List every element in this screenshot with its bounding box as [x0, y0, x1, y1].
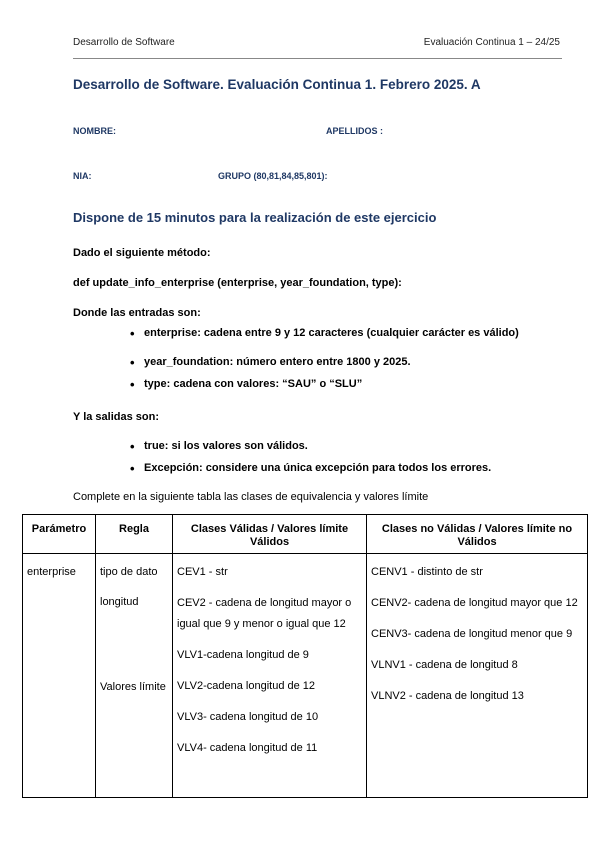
invalid-class-cenv2: CENV2- cadena de longitud mayor que 12	[371, 597, 578, 609]
valid-class-cev1: CEV1 - str	[177, 566, 228, 578]
invalid-class-cenv3: CENV3- cadena de longitud menor que 9	[371, 628, 573, 640]
rule-valores-limite: Valores límite	[100, 681, 166, 693]
header-clases-no-validas: Clases no Válidas / Valores límite no Válidos	[367, 515, 588, 554]
valid-limit-vlv1: VLV1-cadena longitud de 9	[177, 649, 309, 661]
time-instruction: Dispone de 15 minutos para la realización de este ejercicio	[73, 210, 437, 225]
output-item-exception: • Excepción: considere una única excepción para todos los errores.	[130, 462, 491, 474]
header-parametro: Parámetro	[23, 515, 96, 554]
output-item-true: • true: si los valores son válidos.	[130, 440, 491, 462]
valid-limit-vlv4: VLV4- cadena longitud de 11	[177, 742, 318, 754]
table-caption: Complete en la siguiente tabla las clases de equivalencia y valores límite	[73, 491, 429, 503]
inputs-intro: Donde las entradas son:	[73, 307, 201, 319]
outputs-intro: Y la salidas son:	[73, 411, 160, 423]
parameter-name: enterprise	[27, 566, 76, 578]
input-item-year-foundation: • year_foundation: número entero entre 1800 y 2025.	[130, 356, 519, 378]
input-item-enterprise: • enterprise: cadena entre 9 y 12 caracteres (cualquier carácter es válido)	[130, 327, 519, 356]
rule-longitud: longitud	[100, 596, 139, 608]
method-signature: def update_info_enterprise (enterprise, year_foundation, type):	[73, 277, 402, 289]
table-header-row	[23, 515, 588, 554]
equivalence-classes-table	[22, 514, 588, 798]
input-item-type: • type: cadena con valores: “SAU” o “SLU”	[130, 378, 519, 390]
page-header-right: Evaluación Continua 1 – 24/25	[423, 37, 560, 48]
valid-classes-cell	[173, 554, 367, 798]
document-title: Desarrollo de Software. Evaluación Continua 1. Febrero 2025. A	[73, 77, 481, 92]
header-divider	[73, 58, 562, 59]
invalid-class-cenv1: CENV1 - distinto de str	[371, 566, 483, 578]
nombre-label: NOMBRE:	[73, 126, 116, 136]
page-header-left: Desarrollo de Software	[73, 37, 175, 48]
rule-tipo-dato: tipo de dato	[100, 566, 158, 578]
table-row	[23, 554, 588, 798]
nia-label: NIA:	[73, 171, 92, 181]
valid-limit-vlv3: VLV3- cadena longitud de 10	[177, 711, 319, 723]
grupo-label: GRUPO (80,81,84,85,801):	[218, 171, 328, 181]
outputs-list	[130, 440, 491, 474]
header-clases-validas: Clases Válidas / Valores límite Válidos	[173, 515, 367, 554]
method-intro: Dado el siguiente método:	[73, 247, 211, 259]
valid-class-cev2: CEV2 - cadena de longitud mayor o igual que 9 y menor o igual que 12	[177, 597, 352, 630]
invalid-classes-cell	[367, 554, 588, 798]
valid-limit-vlv2: VLV2-cadena longitud de 12	[177, 680, 316, 692]
rule-cell	[96, 554, 173, 798]
invalid-limit-vlnv2: VLNV2 - cadena de longitud 13	[371, 690, 524, 702]
invalid-limit-vlnv1: VLNV1 - cadena de longitud 8	[371, 659, 518, 671]
parameter-cell	[23, 554, 96, 798]
header-regla: Regla	[96, 515, 173, 554]
apellidos-label: APELLIDOS :	[326, 126, 384, 136]
inputs-list	[130, 327, 519, 390]
